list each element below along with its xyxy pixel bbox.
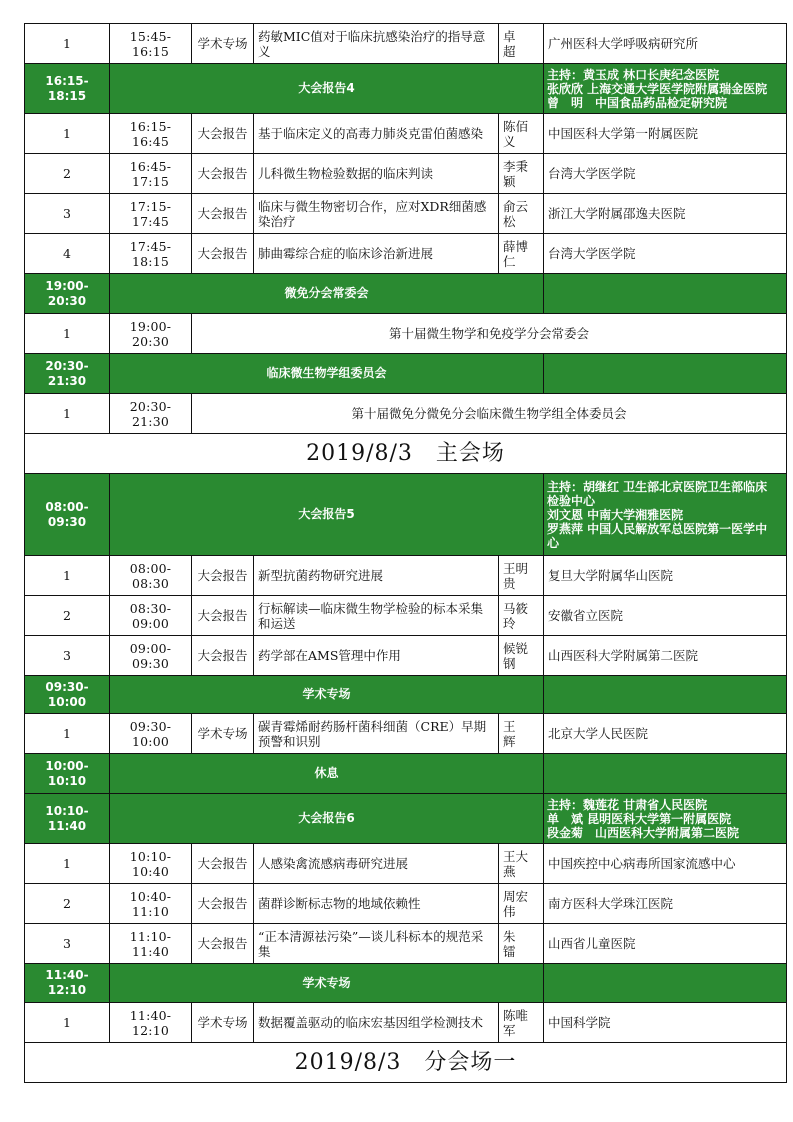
host-line: 检验中心 (547, 493, 596, 508)
row-time: 17:45-18:15 (110, 234, 192, 274)
section-title: 微免分会常委会 (110, 274, 544, 314)
row-topic: 儿科微生物检验数据的临床判读 (254, 154, 499, 194)
section-time: 10:10-11:40 (25, 794, 110, 844)
table-row (25, 234, 787, 274)
section-time: 10:00-10:10 (25, 754, 110, 794)
row-topic: 碳青霉烯耐药肠杆菌科细菌（CRE）早期预警和识别 (254, 714, 499, 754)
table-row (25, 556, 787, 596)
host-line: 主持：胡继红 卫生部北京医院卫生部临床 (547, 479, 768, 494)
section-hosts (544, 64, 787, 114)
row-speaker: 王 辉 (499, 714, 544, 754)
row-type: 大会报告 (192, 636, 254, 676)
section-title: 休息 (110, 754, 544, 794)
table-row (25, 1003, 787, 1043)
row-type: 大会报告 (192, 596, 254, 636)
row-topic: 行标解读—临床微生物学检验的标本采集和运送 (254, 596, 499, 636)
row-org: 中国科学院 (544, 1003, 787, 1043)
section-hosts (544, 794, 787, 844)
row-speaker: 陈佰义 (499, 114, 544, 154)
table-row (25, 114, 787, 154)
row-speaker: 王大燕 (499, 844, 544, 884)
section-header-special2 (25, 964, 787, 1003)
date-heading-main (25, 434, 787, 474)
row-topic: 新型抗菌药物研究进展 (254, 556, 499, 596)
row-topic: 人感染禽流感病毒研究进展 (254, 844, 499, 884)
row-type: 大会报告 (192, 234, 254, 274)
section-header-special1 (25, 676, 787, 714)
section-empty (544, 754, 787, 794)
row-topic: 数据覆盖驱动的临床宏基因组学检测技术 (254, 1003, 499, 1043)
row-org: 中国医科大学第一附属医院 (544, 114, 787, 154)
row-type: 大会报告 (192, 924, 254, 964)
host-line: 刘文恩 中南大学湘雅医院 (547, 507, 684, 522)
section-header-report6 (25, 794, 787, 844)
row-type: 大会报告 (192, 556, 254, 596)
row-time: 16:45-17:15 (110, 154, 192, 194)
row-time: 16:15-16:45 (110, 114, 192, 154)
host-line: 主持：黄玉成 林口长庚纪念医院 (547, 67, 720, 82)
row-merged-text: 第十届微免分微免分会临床微生物学组全体委员会 (192, 394, 787, 434)
section-title: 学术专场 (110, 964, 544, 1003)
row-merged-text: 第十届微生物学和免疫学分会常委会 (192, 314, 787, 354)
row-org: 台湾大学医学院 (544, 234, 787, 274)
row-org: 复旦大学附属华山医院 (544, 556, 787, 596)
row-org: 山西医科大学附属第二医院 (544, 636, 787, 676)
table-row (25, 194, 787, 234)
row-time: 20:30-21:30 (110, 394, 192, 434)
table-row (25, 596, 787, 636)
row-index: 1 (25, 556, 110, 596)
section-time: 19:00-20:30 (25, 274, 110, 314)
section-header-committee (25, 274, 787, 314)
row-topic: 药敏MIC值对于临床抗感染治疗的指导意义 (254, 24, 499, 64)
row-speaker: 马筱玲 (499, 596, 544, 636)
section-header-break (25, 754, 787, 794)
host-line: 罗燕萍 中国人民解放军总医院第一医学中 (547, 521, 768, 536)
row-topic: 肺曲霉综合症的临床诊治新进展 (254, 234, 499, 274)
table-row (25, 636, 787, 676)
row-time: 10:40-11:10 (110, 884, 192, 924)
table-row (25, 924, 787, 964)
section-empty (544, 274, 787, 314)
row-index: 2 (25, 884, 110, 924)
row-time: 10:10-10:40 (110, 844, 192, 884)
host-line: 段金菊 山西医科大学附属第二医院 (547, 825, 740, 840)
row-org: 北京大学人民医院 (544, 714, 787, 754)
row-speaker: 薛博仁 (499, 234, 544, 274)
table-row (25, 844, 787, 884)
row-time: 11:10-11:40 (110, 924, 192, 964)
row-time: 15:45-16:15 (110, 24, 192, 64)
table-row (25, 714, 787, 754)
row-index: 2 (25, 596, 110, 636)
row-index: 1 (25, 1003, 110, 1043)
row-speaker: 王明贵 (499, 556, 544, 596)
row-type: 大会报告 (192, 114, 254, 154)
row-speaker: 卓 超 (499, 24, 544, 64)
row-type: 大会报告 (192, 884, 254, 924)
row-index: 3 (25, 636, 110, 676)
row-time: 09:00-09:30 (110, 636, 192, 676)
row-index: 2 (25, 154, 110, 194)
section-empty (544, 964, 787, 1003)
date-title: 2019/8/3 分会场一 (25, 1043, 787, 1083)
table-row (25, 24, 787, 64)
row-index: 1 (25, 314, 110, 354)
row-index: 1 (25, 114, 110, 154)
host-line: 单 斌 昆明医科大学第一附属医院 (547, 811, 732, 826)
row-index: 1 (25, 714, 110, 754)
section-title: 临床微生物学组委员会 (110, 354, 544, 394)
host-line: 曾 明 中国食品药品检定研究院 (547, 95, 728, 110)
row-topic: 基于临床定义的高毒力肺炎克雷伯菌感染 (254, 114, 499, 154)
row-org: 南方医科大学珠江医院 (544, 884, 787, 924)
row-speaker: 朱 镭 (499, 924, 544, 964)
section-hosts (544, 474, 787, 556)
row-type: 学术专场 (192, 1003, 254, 1043)
table-row (25, 314, 787, 354)
section-title: 大会报告5 (110, 474, 544, 556)
row-type: 学术专场 (192, 24, 254, 64)
table-row (25, 154, 787, 194)
row-type: 大会报告 (192, 154, 254, 194)
row-time: 09:30-10:00 (110, 714, 192, 754)
row-org: 台湾大学医学院 (544, 154, 787, 194)
section-header-report4 (25, 64, 787, 114)
section-empty (544, 676, 787, 714)
row-topic: 临床与微生物密切合作，应对XDR细菌感染治疗 (254, 194, 499, 234)
row-index: 4 (25, 234, 110, 274)
section-title: 大会报告4 (110, 64, 544, 114)
row-time: 19:00-20:30 (110, 314, 192, 354)
row-index: 3 (25, 924, 110, 964)
row-index: 3 (25, 194, 110, 234)
row-type: 大会报告 (192, 844, 254, 884)
section-empty (544, 354, 787, 394)
section-title: 学术专场 (110, 676, 544, 714)
section-time: 08:00-09:30 (25, 474, 110, 556)
row-speaker: 俞云松 (499, 194, 544, 234)
row-speaker: 周宏伟 (499, 884, 544, 924)
host-line: 主持：魏莲花 甘肃省人民医院 (547, 797, 708, 812)
section-header-report5 (25, 474, 787, 556)
row-index: 1 (25, 394, 110, 434)
section-time: 11:40-12:10 (25, 964, 110, 1003)
row-topic: 菌群诊断标志物的地域依赖性 (254, 884, 499, 924)
row-time: 11:40-12:10 (110, 1003, 192, 1043)
date-title: 2019/8/3 主会场 (25, 434, 787, 474)
row-org: 山西省儿童医院 (544, 924, 787, 964)
row-type: 学术专场 (192, 714, 254, 754)
row-org: 浙江大学附属邵逸夫医院 (544, 194, 787, 234)
table-row (25, 394, 787, 434)
table-row (25, 884, 787, 924)
row-time: 17:15-17:45 (110, 194, 192, 234)
section-title: 大会报告6 (110, 794, 544, 844)
row-time: 08:30-09:00 (110, 596, 192, 636)
section-time: 16:15-18:15 (25, 64, 110, 114)
row-org: 安徽省立医院 (544, 596, 787, 636)
row-time: 08:00-08:30 (110, 556, 192, 596)
section-header-clinical (25, 354, 787, 394)
row-speaker: 陈唯军 (499, 1003, 544, 1043)
row-org: 广州医科大学呼吸病研究所 (544, 24, 787, 64)
row-type: 大会报告 (192, 194, 254, 234)
host-line: 心 (547, 535, 560, 550)
schedule-table (24, 23, 787, 1083)
row-speaker: 李秉颖 (499, 154, 544, 194)
row-index: 1 (25, 844, 110, 884)
row-speaker: 候锐钢 (499, 636, 544, 676)
host-line: 张欣欣 上海交通大学医学院附属瑞金医院 (547, 81, 768, 96)
section-time: 20:30-21:30 (25, 354, 110, 394)
section-time: 09:30-10:00 (25, 676, 110, 714)
row-topic: 药学部在AMS管理中作用 (254, 636, 499, 676)
date-heading-branch (25, 1043, 787, 1083)
row-org: 中国疾控中心病毒所国家流感中心 (544, 844, 787, 884)
row-index: 1 (25, 24, 110, 64)
row-topic: “正本清源祛污染”—谈儿科标本的规范采集 (254, 924, 499, 964)
